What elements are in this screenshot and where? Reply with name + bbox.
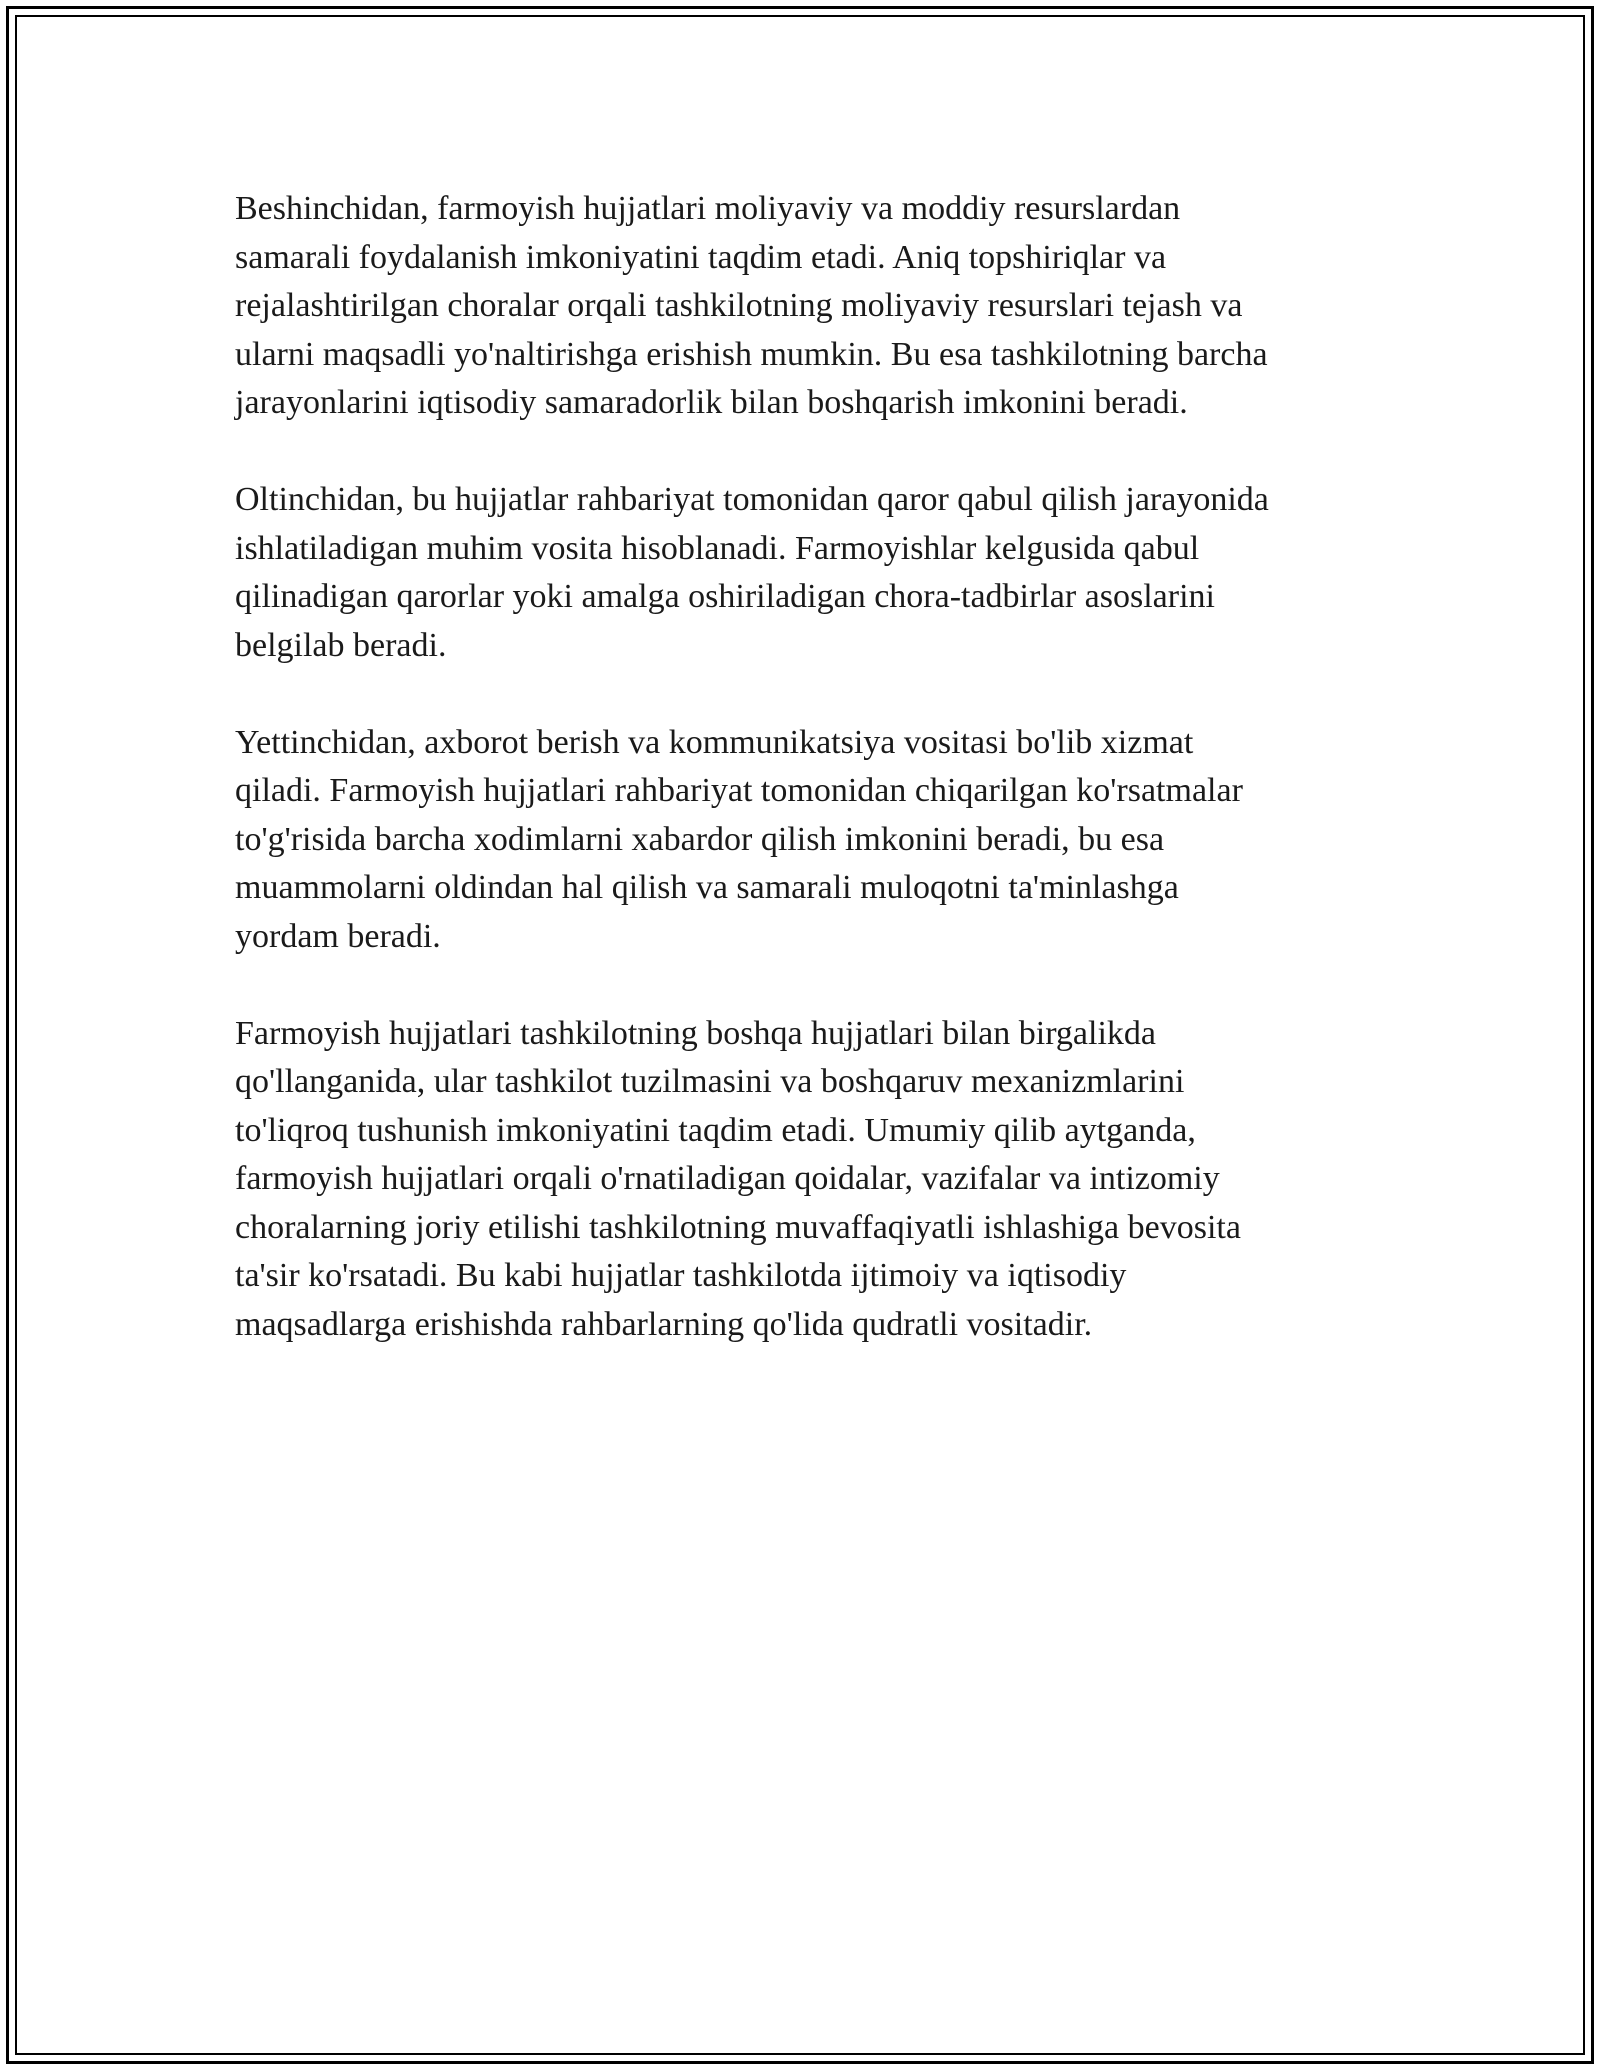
paragraph-yettinchidan: Yettinchidan, axborot berish va kommunikatsiya vositasi bo'lib xizmat qiladi. Farmoyish hujjatlari rahbariyat tomonidan chiqarilgan ko'rsatmalar to'g'risida barcha xodimlarni xabardor qilish imkonini beradi, bu esa muammolarni oldindan hal qilish va samarali muloqotni ta'minlashga yordam beradi. — [235, 723, 1243, 955]
document-body — [235, 185, 1385, 1398]
paragraph-beshinchidan: Beshinchidan, farmoyish hujjatlari moliyaviy va moddiy resurslardan samarali foydalanish imkoniyatini taqdim etadi. Aniq topshiriqlar va rejalashtirilgan choralar orqali tashkilotning moliyaviy resurslari tejash va ularni maqsadli yo'naltirishga erishish mumkin. Bu esa tashkilotning barcha jarayonlarini iqtisodiy samaradorlik bilan boshqarish imkonini beradi. — [235, 190, 1268, 421]
paragraph-oltinchidan: Oltinchidan, bu hujjatlar rahbariyat tomonidan qaror qabul qilish jarayonida ishlatiladigan muhim vosita hisoblanadi. Farmoyishlar kelgusida qabul qilinadigan qarorlar yoki amalga oshiriladigan chora-tadbirlar asoslarini belgilab beradi. — [235, 481, 1269, 664]
paragraph-conclusion: Farmoyish hujjatlari tashkilotning boshqa hujjatlari bilan birgalikda qo'llanganida, ular tashkilot tuzilmasini va boshqaruv mexanizmlarini to'liqroq tushunish imkoniyatini taqdim etadi. Umumiy qilib aytganda, farmoyish hujjatlari orqali o'rnatiladigan qoidalar, vazifalar va intizomiy choralarning joriy etilishi tashkilotning muvaffaqiyatli ishlashiga bevosita ta'sir ko'rsatadi. Bu kabi hujjatlar tashkilotda ijtimoiy va iqtisodiy maqsadlarga erishishda rahbarlarning qo'lida qudratli vositadir. — [235, 1014, 1241, 1343]
